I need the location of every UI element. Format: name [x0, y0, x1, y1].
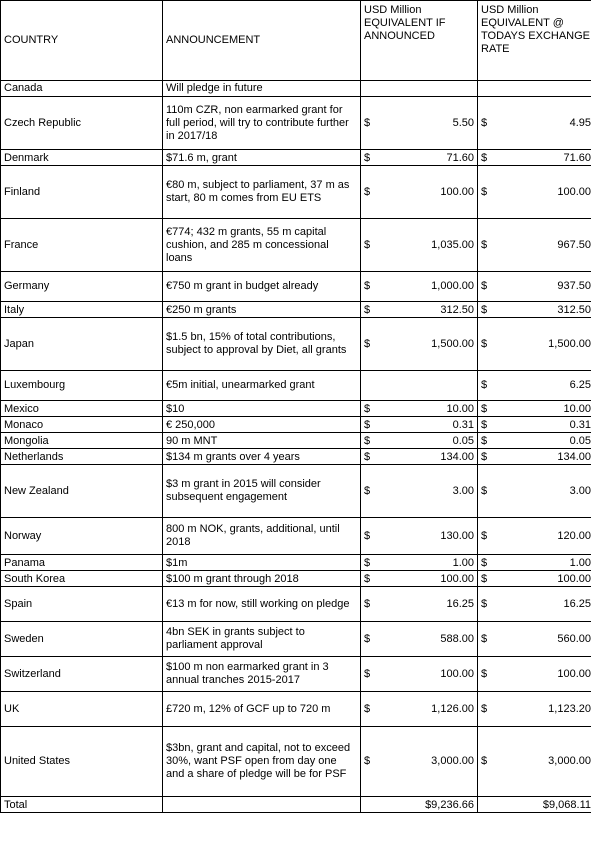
amount-value: 937.50 [557, 280, 591, 292]
currency-symbol: $ [364, 451, 371, 463]
currency-symbol: $ [481, 702, 488, 715]
amount-value: 3.00 [569, 484, 591, 497]
announcement-cell: 4bn SEK in grants subject to parliament approval [163, 622, 361, 657]
announcement-cell: €5m initial, unearmarked grant [163, 371, 361, 401]
currency-symbol: $ [481, 557, 488, 569]
usd-announced-cell [361, 417, 478, 433]
usd-announced-cell [361, 97, 478, 150]
usd-announced-cell [361, 587, 478, 622]
currency-symbol: $ [364, 632, 371, 645]
table-row [1, 219, 591, 272]
currency-symbol: $ [481, 597, 488, 610]
usd-today-cell [478, 518, 591, 555]
usd-today-cell [478, 449, 591, 465]
usd-announced-cell [361, 622, 478, 657]
usd-announced-cell [361, 272, 478, 302]
usd-announced-cell [361, 518, 478, 555]
usd-today-cell [478, 587, 591, 622]
currency-symbol: $ [364, 702, 371, 715]
currency-symbol: $ [364, 403, 371, 415]
country-cell: Denmark [1, 150, 163, 166]
usd-today-cell [478, 166, 591, 219]
table-row [1, 371, 591, 401]
amount-value: 1,500.00 [431, 337, 474, 350]
currency-symbol: $ [364, 557, 371, 569]
announcement-cell: € 250,000 [163, 417, 361, 433]
announcement-cell: $100 m grant through 2018 [163, 571, 361, 587]
usd-today-cell [478, 657, 591, 692]
usd-announced-cell [361, 692, 478, 727]
currency-symbol: $ [364, 529, 371, 542]
currency-symbol: $ [364, 304, 371, 316]
currency-symbol: $ [364, 419, 371, 431]
currency-symbol: $ [364, 435, 371, 447]
amount-value: 10.00 [446, 403, 474, 415]
amount-value: 312.50 [440, 304, 474, 316]
country-cell: Panama [1, 555, 163, 571]
announcement-cell: $1.5 bn, 15% of total contributions, subject to approval by Diet, all grants [163, 318, 361, 371]
announcement-cell: Will pledge in future [163, 81, 361, 97]
usd-today-cell [478, 727, 591, 797]
usd-announced-cell [361, 302, 478, 318]
country-cell: UK [1, 692, 163, 727]
table-row [1, 465, 591, 518]
currency-symbol: $ [481, 529, 488, 542]
usd-announced-cell [361, 555, 478, 571]
amount-value: 967.50 [557, 238, 591, 251]
currency-symbol: $ [481, 116, 488, 129]
announcement-cell: 800 m NOK, grants, additional, until 2018 [163, 518, 361, 555]
country-cell: Italy [1, 302, 163, 318]
header-usd-announced: USD Million EQUIVALENT IF ANNOUNCED [361, 1, 478, 81]
amount-value: 1,035.00 [431, 238, 474, 251]
header-row [1, 1, 591, 81]
currency-symbol: $ [481, 667, 488, 680]
usd-announced-cell [361, 401, 478, 417]
announcement-cell: €80 m, subject to parliament, 37 m as start, 80 m comes from EU ETS [163, 166, 361, 219]
usd-announced-cell [361, 150, 478, 166]
total-announcement-empty [163, 797, 361, 813]
amount-value: 100.00 [557, 185, 591, 198]
currency-symbol: $ [481, 238, 488, 251]
currency-symbol: $ [481, 435, 488, 447]
total-row [1, 797, 591, 813]
announcement-cell: $100 m non earmarked grant in 3 annual tranches 2015-2017 [163, 657, 361, 692]
usd-today-cell [478, 219, 591, 272]
currency-symbol: $ [364, 152, 371, 164]
currency-symbol: $ [481, 419, 488, 431]
amount-value: 4.95 [569, 116, 591, 129]
amount-value: 3.00 [452, 484, 474, 497]
amount-value: 6.25 [569, 379, 591, 391]
amount-value: 0.05 [569, 435, 591, 447]
country-cell: Luxembourg [1, 371, 163, 401]
announcement-cell: $71.6 m, grant [163, 150, 361, 166]
currency-symbol: $ [364, 667, 371, 680]
country-cell: Monaco [1, 417, 163, 433]
usd-today-cell [478, 571, 591, 587]
usd-today-cell [478, 97, 591, 150]
amount-value: 3,000.00 [431, 755, 474, 767]
amount-value: 0.31 [452, 419, 474, 431]
amount-value: 100.00 [557, 573, 591, 585]
total-usd-today: $9,068.11 [478, 797, 591, 813]
amount-value: 0.05 [452, 435, 474, 447]
usd-announced-cell [361, 166, 478, 219]
usd-today-cell [478, 622, 591, 657]
amount-value: 134.00 [557, 451, 591, 463]
usd-today-cell [478, 318, 591, 371]
usd-today-cell [478, 150, 591, 166]
usd-announced-cell [361, 371, 478, 401]
table-row [1, 587, 591, 622]
usd-announced-cell [361, 219, 478, 272]
currency-symbol: $ [364, 185, 371, 198]
amount-value: 1.00 [452, 557, 474, 569]
table-row [1, 150, 591, 166]
header-announcement: ANNOUNCEMENT [163, 1, 361, 81]
usd-today-cell [478, 692, 591, 727]
amount-value: 134.00 [440, 451, 474, 463]
currency-symbol: $ [364, 337, 371, 350]
amount-value: 100.00 [440, 185, 474, 198]
total-label: Total [1, 797, 163, 813]
country-cell: New Zealand [1, 465, 163, 518]
usd-today-cell [478, 401, 591, 417]
amount-value: 1,500.00 [548, 337, 591, 350]
amount-value: 100.00 [440, 667, 474, 680]
amount-value: 100.00 [557, 667, 591, 680]
amount-value: 1.00 [569, 557, 591, 569]
usd-today-cell [478, 302, 591, 318]
table-row [1, 97, 591, 150]
table-row [1, 417, 591, 433]
amount-value: 71.60 [446, 152, 474, 164]
currency-symbol: $ [481, 403, 488, 415]
amount-value: 100.00 [440, 573, 474, 585]
table-row [1, 81, 591, 97]
table-row [1, 302, 591, 318]
currency-symbol: $ [364, 755, 371, 767]
country-cell: Finland [1, 166, 163, 219]
amount-value: 5.50 [452, 116, 474, 129]
announcement-cell: £720 m, 12% of GCF up to 720 m [163, 692, 361, 727]
header-country: COUNTRY [1, 1, 163, 81]
usd-announced-cell [361, 571, 478, 587]
table-row [1, 692, 591, 727]
usd-announced-cell [361, 318, 478, 371]
country-cell: Mexico [1, 401, 163, 417]
table-row [1, 518, 591, 555]
currency-symbol: $ [481, 379, 488, 391]
currency-symbol: $ [364, 280, 371, 292]
amount-value: 120.00 [557, 529, 591, 542]
currency-symbol: $ [481, 573, 488, 585]
currency-symbol: $ [364, 116, 371, 129]
announcement-cell: 110m CZR, non earmarked grant for full period, will try to contribute further in 2017/18 [163, 97, 361, 150]
usd-announced-cell [361, 449, 478, 465]
currency-symbol: $ [481, 755, 488, 767]
usd-today-cell [478, 81, 591, 97]
country-cell: Japan [1, 318, 163, 371]
announcement-cell: $3 m grant in 2015 will consider subsequent engagement [163, 465, 361, 518]
country-cell: Netherlands [1, 449, 163, 465]
usd-today-cell [478, 272, 591, 302]
header-usd-today: USD Million EQUIVALENT @ TODAYS EXCHANGE RATE [478, 1, 591, 81]
usd-today-cell [478, 555, 591, 571]
table-row [1, 433, 591, 449]
country-cell: South Korea [1, 571, 163, 587]
country-cell: Mongolia [1, 433, 163, 449]
amount-value: 16.25 [563, 597, 591, 610]
announcement-cell: €13 m for now, still working on pledge [163, 587, 361, 622]
announcement-cell: $3bn, grant and capital, not to exceed 30%, want PSF open from day one and a share of pledge will be for PSF [163, 727, 361, 797]
table-row [1, 571, 591, 587]
currency-symbol: $ [481, 484, 488, 497]
currency-symbol: $ [364, 484, 371, 497]
country-cell: Switzerland [1, 657, 163, 692]
currency-symbol: $ [481, 185, 488, 198]
amount-value: 1,000.00 [431, 280, 474, 292]
usd-announced-cell [361, 727, 478, 797]
usd-announced-cell [361, 433, 478, 449]
country-cell: Germany [1, 272, 163, 302]
currency-symbol: $ [481, 337, 488, 350]
amount-value: 3,000.00 [548, 755, 591, 767]
table-row [1, 318, 591, 371]
announcement-cell: 90 m MNT [163, 433, 361, 449]
usd-today-cell [478, 417, 591, 433]
usd-today-cell [478, 465, 591, 518]
currency-symbol: $ [364, 597, 371, 610]
usd-today-cell [478, 433, 591, 449]
amount-value: 0.31 [569, 419, 591, 431]
total-usd-announced: $9,236.66 [361, 797, 478, 813]
amount-value: 130.00 [440, 529, 474, 542]
amount-value: 16.25 [446, 597, 474, 610]
announcement-cell: $134 m grants over 4 years [163, 449, 361, 465]
amount-value: 588.00 [440, 632, 474, 645]
table-row [1, 727, 591, 797]
table-row [1, 166, 591, 219]
amount-value: 1,123.20 [548, 702, 591, 715]
table-row [1, 622, 591, 657]
amount-value: 312.50 [557, 304, 591, 316]
currency-symbol: $ [481, 304, 488, 316]
usd-announced-cell [361, 465, 478, 518]
currency-symbol: $ [481, 632, 488, 645]
table-row [1, 401, 591, 417]
currency-symbol: $ [364, 573, 371, 585]
usd-announced-cell [361, 81, 478, 97]
announcement-cell: €750 m grant in budget already [163, 272, 361, 302]
country-cell: France [1, 219, 163, 272]
announcement-cell: €250 m grants [163, 302, 361, 318]
amount-value: 1,126.00 [431, 702, 474, 715]
country-cell: Sweden [1, 622, 163, 657]
country-cell: United States [1, 727, 163, 797]
announcement-cell: €774; 432 m grants, 55 m capital cushion, and 285 m concessional loans [163, 219, 361, 272]
country-cell: Canada [1, 81, 163, 97]
table-row [1, 272, 591, 302]
table-row [1, 449, 591, 465]
country-cell: Czech Republic [1, 97, 163, 150]
currency-symbol: $ [481, 280, 488, 292]
currency-symbol: $ [481, 152, 488, 164]
table-row [1, 657, 591, 692]
table-row [1, 555, 591, 571]
country-cell: Norway [1, 518, 163, 555]
announcement-cell: $1m [163, 555, 361, 571]
usd-announced-cell [361, 657, 478, 692]
announcement-cell: $10 [163, 401, 361, 417]
amount-value: 10.00 [563, 403, 591, 415]
currency-symbol: $ [481, 451, 488, 463]
amount-value: 71.60 [563, 152, 591, 164]
amount-value: 560.00 [557, 632, 591, 645]
usd-today-cell [478, 371, 591, 401]
country-cell: Spain [1, 587, 163, 622]
currency-symbol: $ [364, 238, 371, 251]
